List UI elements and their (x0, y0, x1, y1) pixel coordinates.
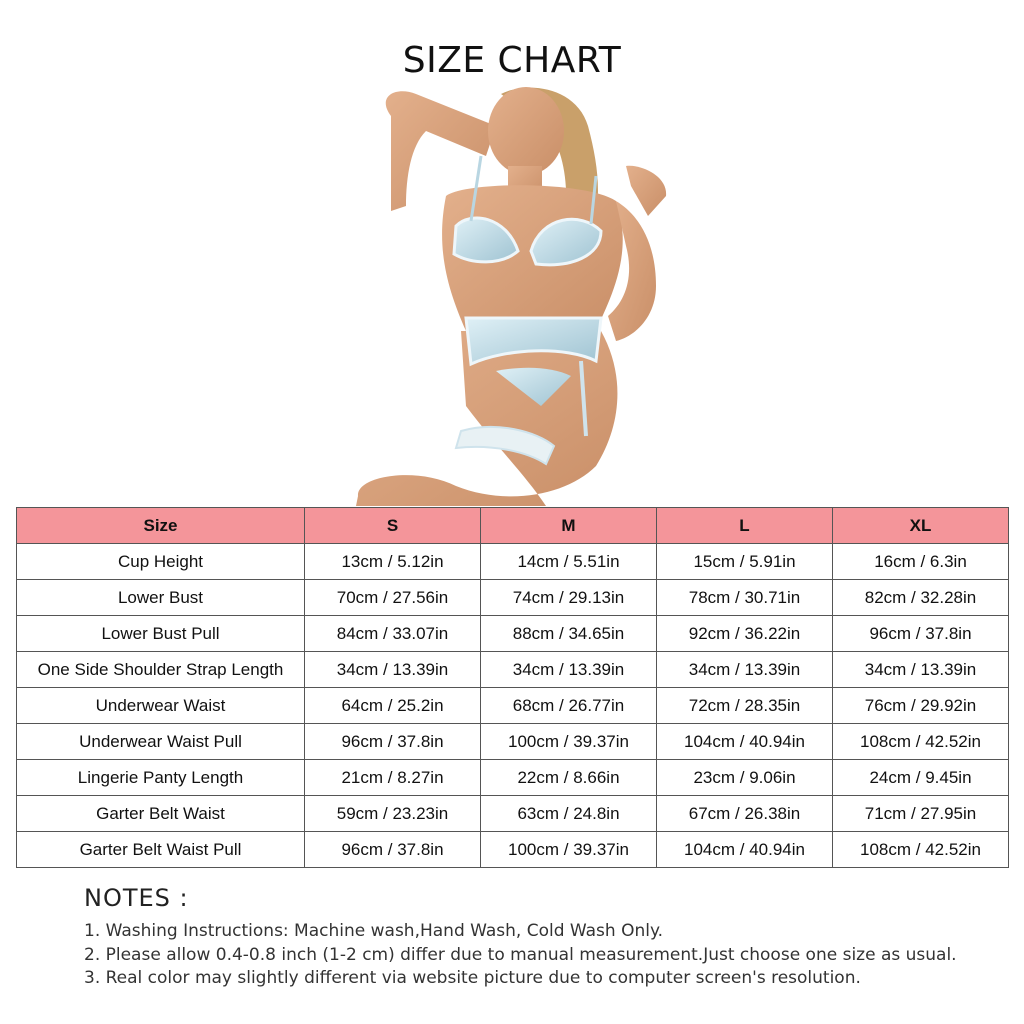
table-row (17, 580, 1009, 616)
table-cell: 70cm / 27.56in (305, 580, 481, 616)
table-cell: 88cm / 34.65in (481, 616, 657, 652)
table-cell: 21cm / 8.27in (305, 760, 481, 796)
notes-title: NOTES : (84, 884, 189, 912)
table-cell: 64cm / 25.2in (305, 688, 481, 724)
table-row (17, 760, 1009, 796)
table-cell: 96cm / 37.8in (305, 832, 481, 868)
table-cell: 59cm / 23.23in (305, 796, 481, 832)
table-cell: 13cm / 5.12in (305, 544, 481, 580)
model-illustration-icon (296, 86, 728, 506)
row-label: Garter Belt Waist (17, 796, 305, 832)
row-label: Lingerie Panty Length (17, 760, 305, 796)
table-cell: 34cm / 13.39in (833, 652, 1009, 688)
header-l: L (657, 508, 833, 544)
table-cell: 22cm / 8.66in (481, 760, 657, 796)
table-cell: 92cm / 36.22in (657, 616, 833, 652)
table-cell: 34cm / 13.39in (657, 652, 833, 688)
table-cell: 76cm / 29.92in (833, 688, 1009, 724)
table-cell: 23cm / 9.06in (657, 760, 833, 796)
table-cell: 108cm / 42.52in (833, 724, 1009, 760)
header-m: M (481, 508, 657, 544)
table-cell: 82cm / 32.28in (833, 580, 1009, 616)
note-item: 1. Washing Instructions: Machine wash,Hand Wash, Cold Wash Only. (84, 921, 664, 941)
row-label: Garter Belt Waist Pull (17, 832, 305, 868)
table-row (17, 652, 1009, 688)
page-title: SIZE CHART (402, 40, 622, 81)
table-cell: 68cm / 26.77in (481, 688, 657, 724)
header-xl: XL (833, 508, 1009, 544)
table-row (17, 544, 1009, 580)
table-row (17, 832, 1009, 868)
table-cell: 63cm / 24.8in (481, 796, 657, 832)
note-item: 2. Please allow 0.4-0.8 inch (1-2 cm) differ due to manual measurement.Just choose one size as usual. (84, 944, 957, 965)
table-cell: 96cm / 37.8in (833, 616, 1009, 652)
table-cell: 67cm / 26.38in (657, 796, 833, 832)
row-label: Cup Height (17, 544, 305, 580)
row-label: Lower Bust (17, 580, 305, 616)
table-cell: 78cm / 30.71in (657, 580, 833, 616)
table-cell: 100cm / 39.37in (481, 724, 657, 760)
table-row (17, 724, 1009, 760)
table-cell: 34cm / 13.39in (481, 652, 657, 688)
notes-section (84, 884, 984, 991)
table-cell: 96cm / 37.8in (305, 724, 481, 760)
table-cell: 34cm / 13.39in (305, 652, 481, 688)
row-label: One Side Shoulder Strap Length (17, 652, 305, 688)
table-cell: 14cm / 5.51in (481, 544, 657, 580)
row-label: Underwear Waist (17, 688, 305, 724)
size-chart-table (16, 507, 1009, 868)
table-header-row (17, 508, 1009, 544)
table-cell: 100cm / 39.37in (481, 832, 657, 868)
table-cell: 72cm / 28.35in (657, 688, 833, 724)
table-cell: 104cm / 40.94in (657, 724, 833, 760)
table-cell: 16cm / 6.3in (833, 544, 1009, 580)
table-row (17, 796, 1009, 832)
row-label: Lower Bust Pull (17, 616, 305, 652)
table-cell: 74cm / 29.13in (481, 580, 657, 616)
table-cell: 15cm / 5.91in (657, 544, 833, 580)
row-label: Underwear Waist Pull (17, 724, 305, 760)
product-photo (296, 86, 728, 506)
table-cell: 84cm / 33.07in (305, 616, 481, 652)
note-item: 3. Real color may slightly different via website picture due to computer screen's resolution. (84, 968, 861, 988)
table-cell: 104cm / 40.94in (657, 832, 833, 868)
table-row (17, 688, 1009, 724)
table-cell: 108cm / 42.52in (833, 832, 1009, 868)
table-cell: 71cm / 27.95in (833, 796, 1009, 832)
header-size: Size (17, 508, 305, 544)
table-row (17, 616, 1009, 652)
table-cell: 24cm / 9.45in (833, 760, 1009, 796)
header-s: S (305, 508, 481, 544)
